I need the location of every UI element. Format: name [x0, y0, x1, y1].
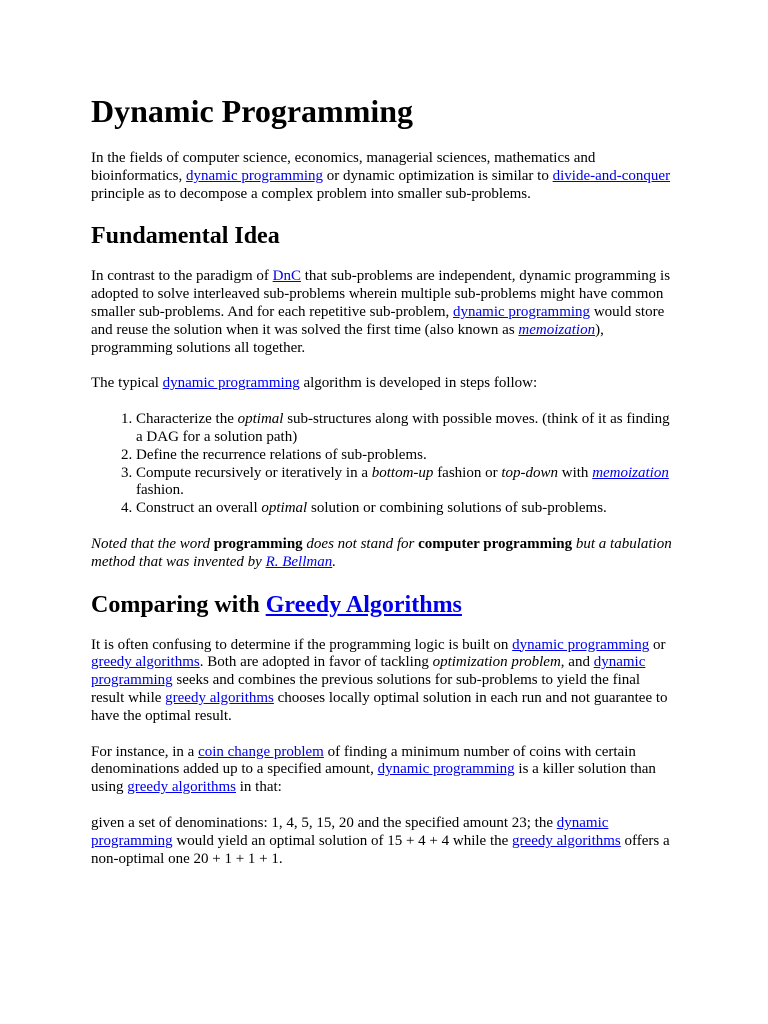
- link-divide-and-conquer[interactable]: divide-and-conquer: [552, 167, 671, 184]
- text: Define the recurrence relations of sub-problems.: [136, 446, 427, 463]
- link-greedy-algorithms[interactable]: greedy algorithms: [127, 779, 236, 796]
- text: ), programming solutions all together.: [91, 321, 604, 356]
- fundamental-paragraph-2: [91, 375, 674, 393]
- text: but a tabulation method that was invented by: [91, 535, 672, 570]
- emphasis: top-down: [501, 464, 559, 481]
- text: or: [649, 636, 666, 653]
- page-title: Dynamic Programming: [91, 93, 414, 129]
- text: Construct an overall: [136, 500, 262, 517]
- list-item: [136, 465, 674, 501]
- text: Compute recursively or iteratively in a: [136, 464, 372, 481]
- text: given a set of denominations: 1, 4, 5, 15, 20 and the specified amount 23; the: [91, 814, 557, 831]
- comparing-paragraph-3: [91, 815, 674, 868]
- link-dynamic-programming[interactable]: dynamic programming: [453, 303, 591, 320]
- text: does not stand for: [302, 535, 419, 552]
- link-greedy-algorithms[interactable]: greedy algorithms: [512, 832, 621, 849]
- section-heading-fundamental-idea: Fundamental Idea: [91, 223, 280, 250]
- text: would yield an optimal solution of 15 + 4 + 4 while the: [172, 832, 513, 849]
- list-item: [136, 411, 674, 447]
- text: Noted that the word: [91, 535, 214, 552]
- link-coin-change-problem[interactable]: coin change problem: [198, 743, 324, 760]
- text: would store and reuse the solution when it was solved the first time (also known as: [91, 303, 665, 338]
- link-dnc[interactable]: DnC: [272, 268, 301, 285]
- link-greedy-algorithms[interactable]: greedy algorithms: [91, 654, 200, 671]
- link-dynamic-programming[interactable]: dynamic programming: [91, 654, 646, 689]
- intro-text-2: or dynamic optimization is similar to: [323, 167, 553, 184]
- text: It is often confusing to determine if the programming logic is built on: [91, 636, 513, 653]
- link-memoization[interactable]: memoization: [592, 464, 669, 481]
- emphasis: optimal: [237, 411, 284, 428]
- link-dynamic-programming[interactable]: dynamic programming: [162, 375, 300, 392]
- text: of finding a minimum number of coins with certain denominations added up to a specified amount,: [91, 743, 636, 778]
- text: chooses locally optimal solution in each run and not guarantee to have the optimal result.: [91, 689, 668, 724]
- intro-text-1: In the fields of computer science, economics, managerial sciences, mathematics and bioinformatics,: [91, 150, 596, 184]
- text: in that:: [236, 779, 282, 796]
- text: that sub-problems are independent, dynamic programming is adopted to solve interleaved sub-problems wherein multiple sub-problems might have common smaller sub-problems. And for each repetitive sub-problem,: [91, 268, 671, 320]
- section-heading-comparing-greedy: [91, 590, 674, 620]
- comparing-paragraph-1: [91, 637, 674, 726]
- text: solution or combining solutions of sub-problems.: [307, 500, 607, 517]
- list-item: [136, 447, 674, 465]
- link-dynamic-programming[interactable]: dynamic programming: [91, 814, 609, 849]
- text: seeks and combines the previous solutions for sub-problems to yield the final result while: [91, 672, 641, 706]
- text: is a killer solution than using: [91, 761, 656, 796]
- intro-text-3: principle as to decompose a complex problem into smaller sub-problems.: [91, 185, 531, 202]
- list-item: [136, 500, 674, 518]
- link-dynamic-programming[interactable]: dynamic programming: [377, 761, 515, 778]
- text: fashion or: [433, 464, 502, 481]
- text: , and: [560, 654, 594, 671]
- text: with: [558, 464, 593, 481]
- text: algorithm is developed in steps follow:: [299, 375, 538, 392]
- intro-paragraph: [91, 150, 674, 203]
- comparing-paragraph-2: [91, 744, 674, 797]
- emphasis: bottom-up: [371, 464, 434, 481]
- text: The typical: [91, 375, 163, 392]
- text: .: [332, 553, 336, 570]
- text: In contrast to the paradigm of: [91, 268, 273, 285]
- link-memoization[interactable]: memoization: [518, 321, 596, 338]
- fundamental-paragraph-1: [91, 268, 674, 357]
- text: For instance, in a: [91, 743, 199, 760]
- emphasis: optimization problem: [432, 654, 561, 671]
- text: fashion.: [136, 482, 184, 499]
- text: sub-structures along with possible moves. (think of it as finding a DAG for a solution path): [136, 411, 670, 445]
- link-dynamic-programming[interactable]: dynamic programming: [185, 167, 324, 184]
- note-paragraph: [91, 536, 674, 572]
- link-r-bellman[interactable]: R. Bellman: [265, 553, 333, 570]
- text: Characterize the: [136, 411, 238, 428]
- link-dynamic-programming[interactable]: dynamic programming: [512, 636, 650, 653]
- steps-list: [91, 411, 674, 518]
- link-greedy-algorithms-heading[interactable]: Greedy Algorithms: [265, 591, 462, 618]
- link-greedy-algorithms[interactable]: greedy algorithms: [165, 689, 274, 706]
- bold-text: programming: [213, 535, 303, 552]
- text: . Both are adopted in favor of tackling: [199, 654, 433, 671]
- text: offers a non-optimal one 20 + 1 + 1 + 1.: [91, 832, 670, 867]
- bold-text: computer programming: [418, 535, 573, 552]
- heading-text: Comparing with: [91, 591, 266, 618]
- emphasis: optimal: [261, 500, 308, 517]
